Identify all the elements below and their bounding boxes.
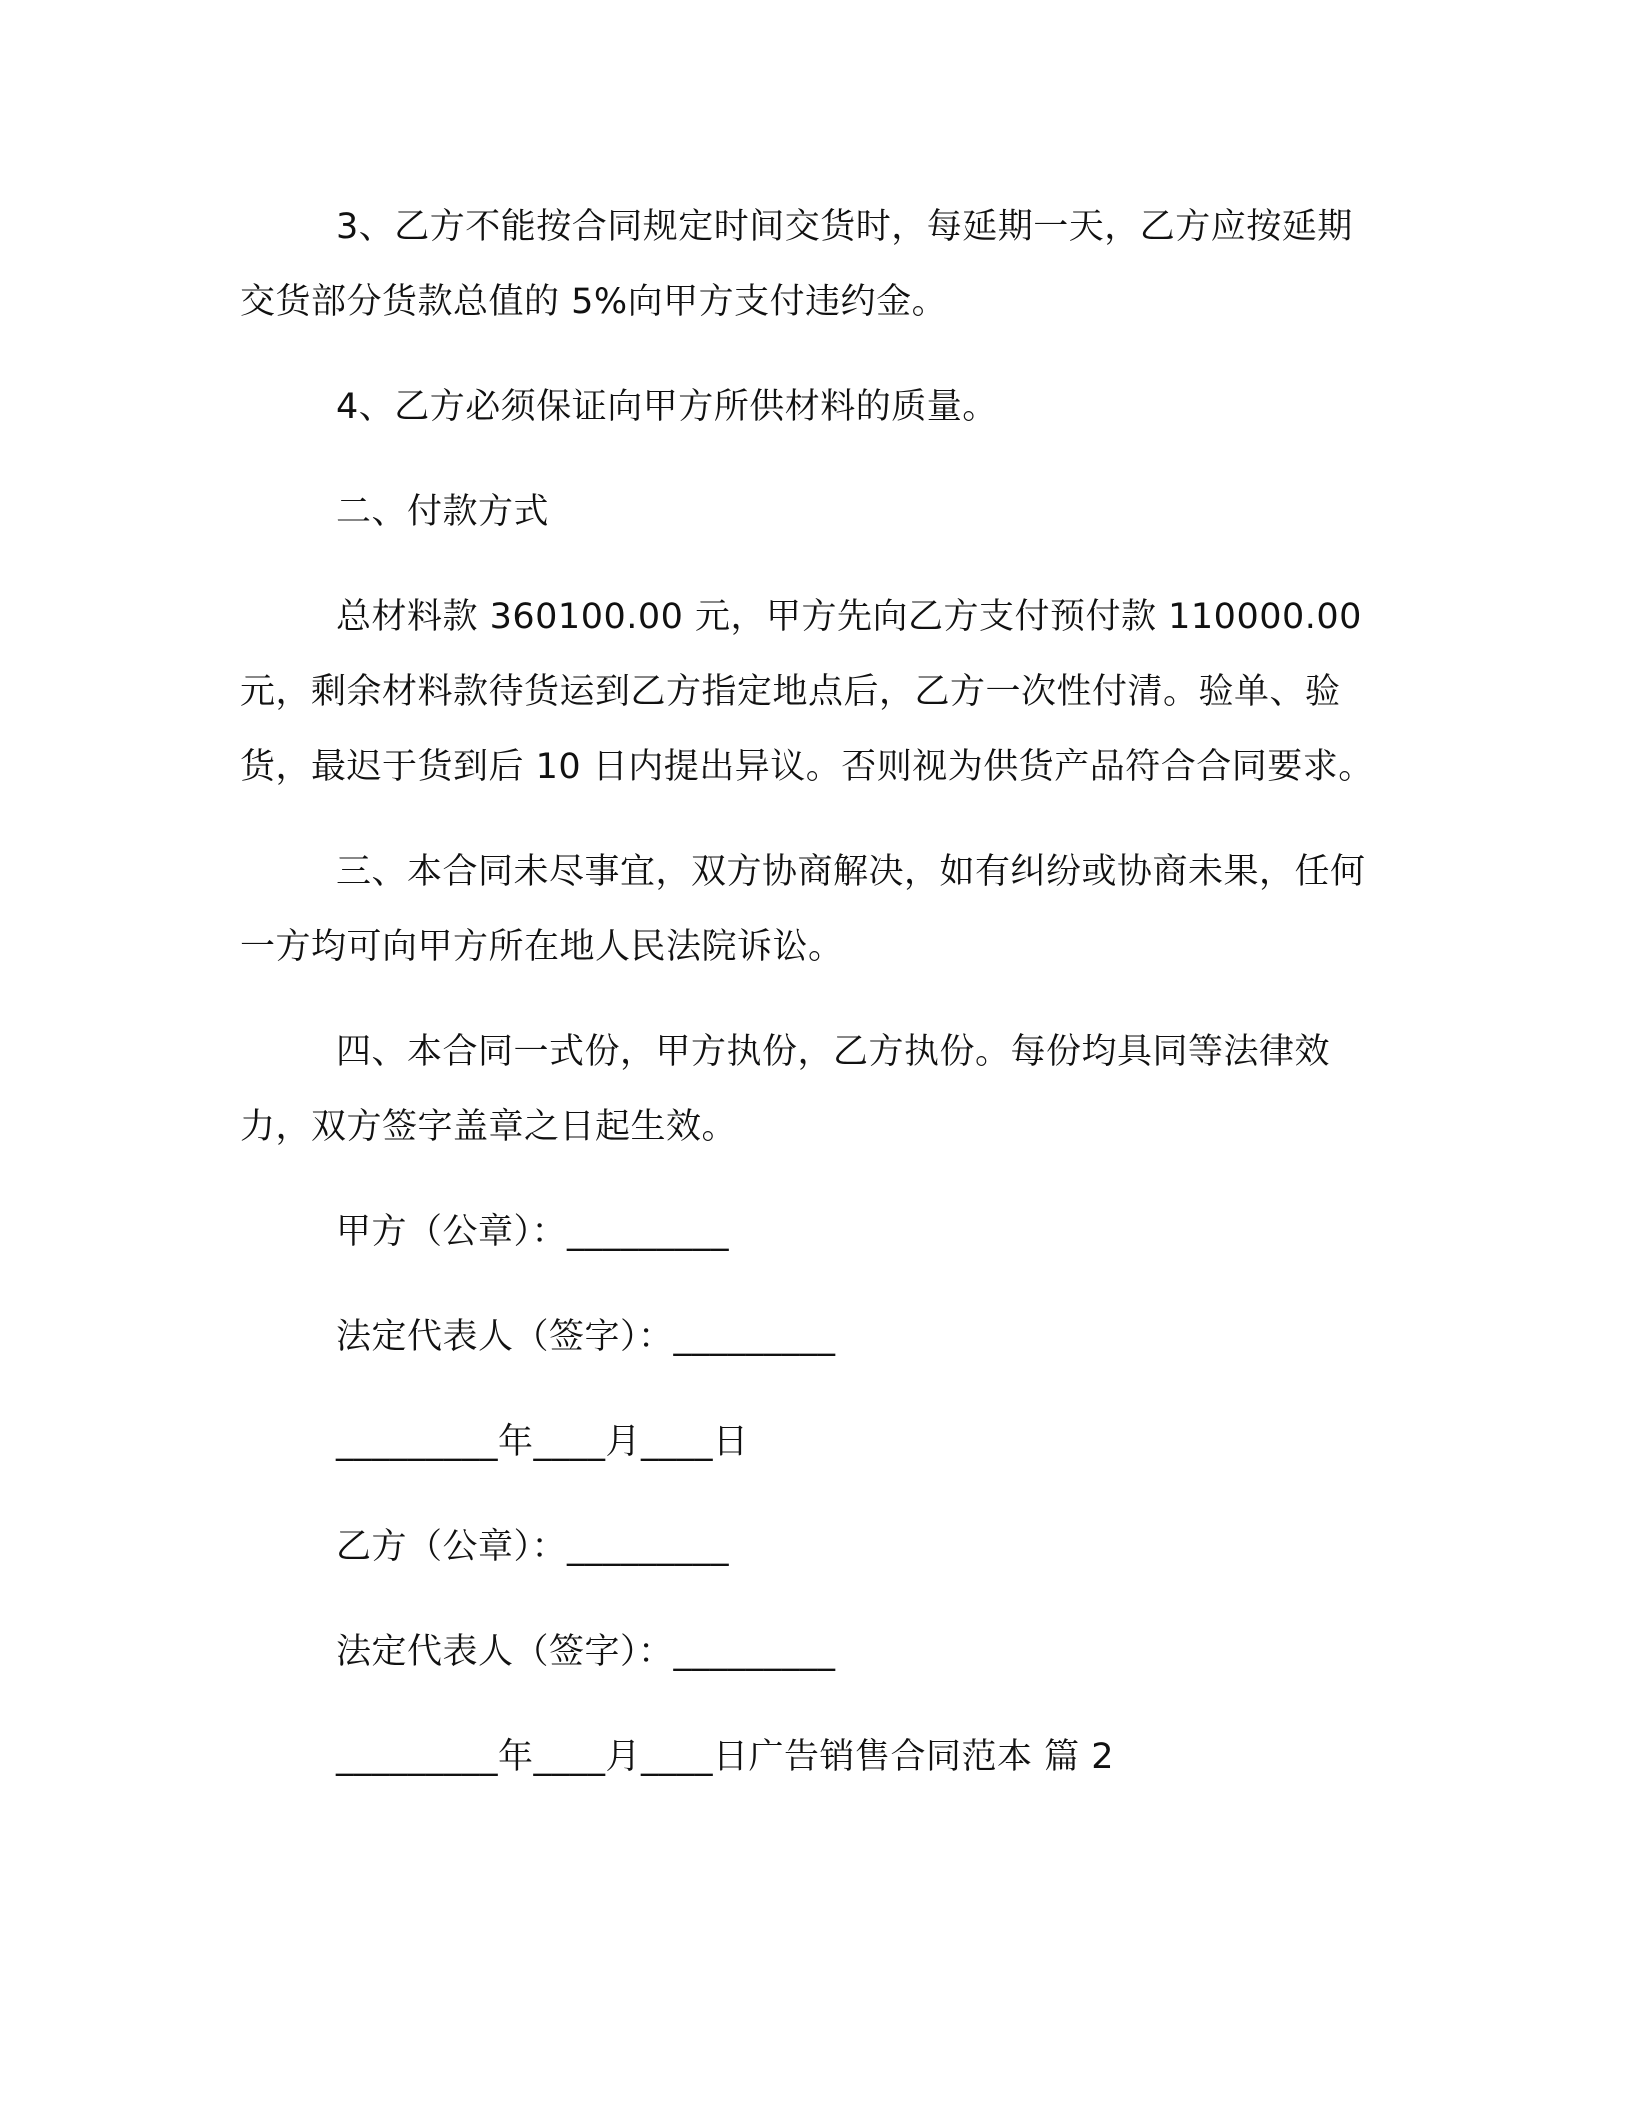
payment-terms-paragraph: 总材料款 360100.00 元，甲方先向乙方支付预付款 110000.00 元，剩余材料款待货运到乙方指定地点后，乙方一次性付清。验单、验货，最迟于货到后 10 日内提出异议。否则视为供货产品符合合同要求。 xyxy=(240,597,1374,787)
document-body xyxy=(240,190,1376,1825)
party-b-seal-line: 乙方（公章）：_________ xyxy=(336,1527,730,1567)
party-a-seal-line: 甲方（公章）：_________ xyxy=(336,1212,730,1252)
party-a-representative-line: 法定代表人（签字）：_________ xyxy=(336,1317,836,1357)
section-heading-payment: 二、付款方式 xyxy=(336,492,550,532)
clause-3-paragraph: 3、乙方不能按合同规定时间交货时，每延期一天，乙方应按延期交货部分货款总值的 5%向甲方支付违约金。 xyxy=(240,207,1353,322)
party-b-representative-line: 法定代表人（签字）：_________ xyxy=(336,1632,836,1672)
clause-4-paragraph: 4、乙方必须保证向甲方所供材料的质量。 xyxy=(336,387,998,427)
party-b-date-line: _________年____月____日广告销售合同范本 篇 2 xyxy=(336,1737,1115,1777)
party-a-date-line: _________年____月____日 xyxy=(336,1422,749,1462)
section-3-paragraph: 三、本合同未尽事宜，双方协商解决，如有纠纷或协商未果，任何一方均可向甲方所在地人民法院诉讼。 xyxy=(240,852,1366,967)
section-4-paragraph: 四、本合同一式份，甲方执份，乙方执份。每份均具同等法律效力，双方签字盖章之日起生效。 xyxy=(240,1032,1331,1147)
